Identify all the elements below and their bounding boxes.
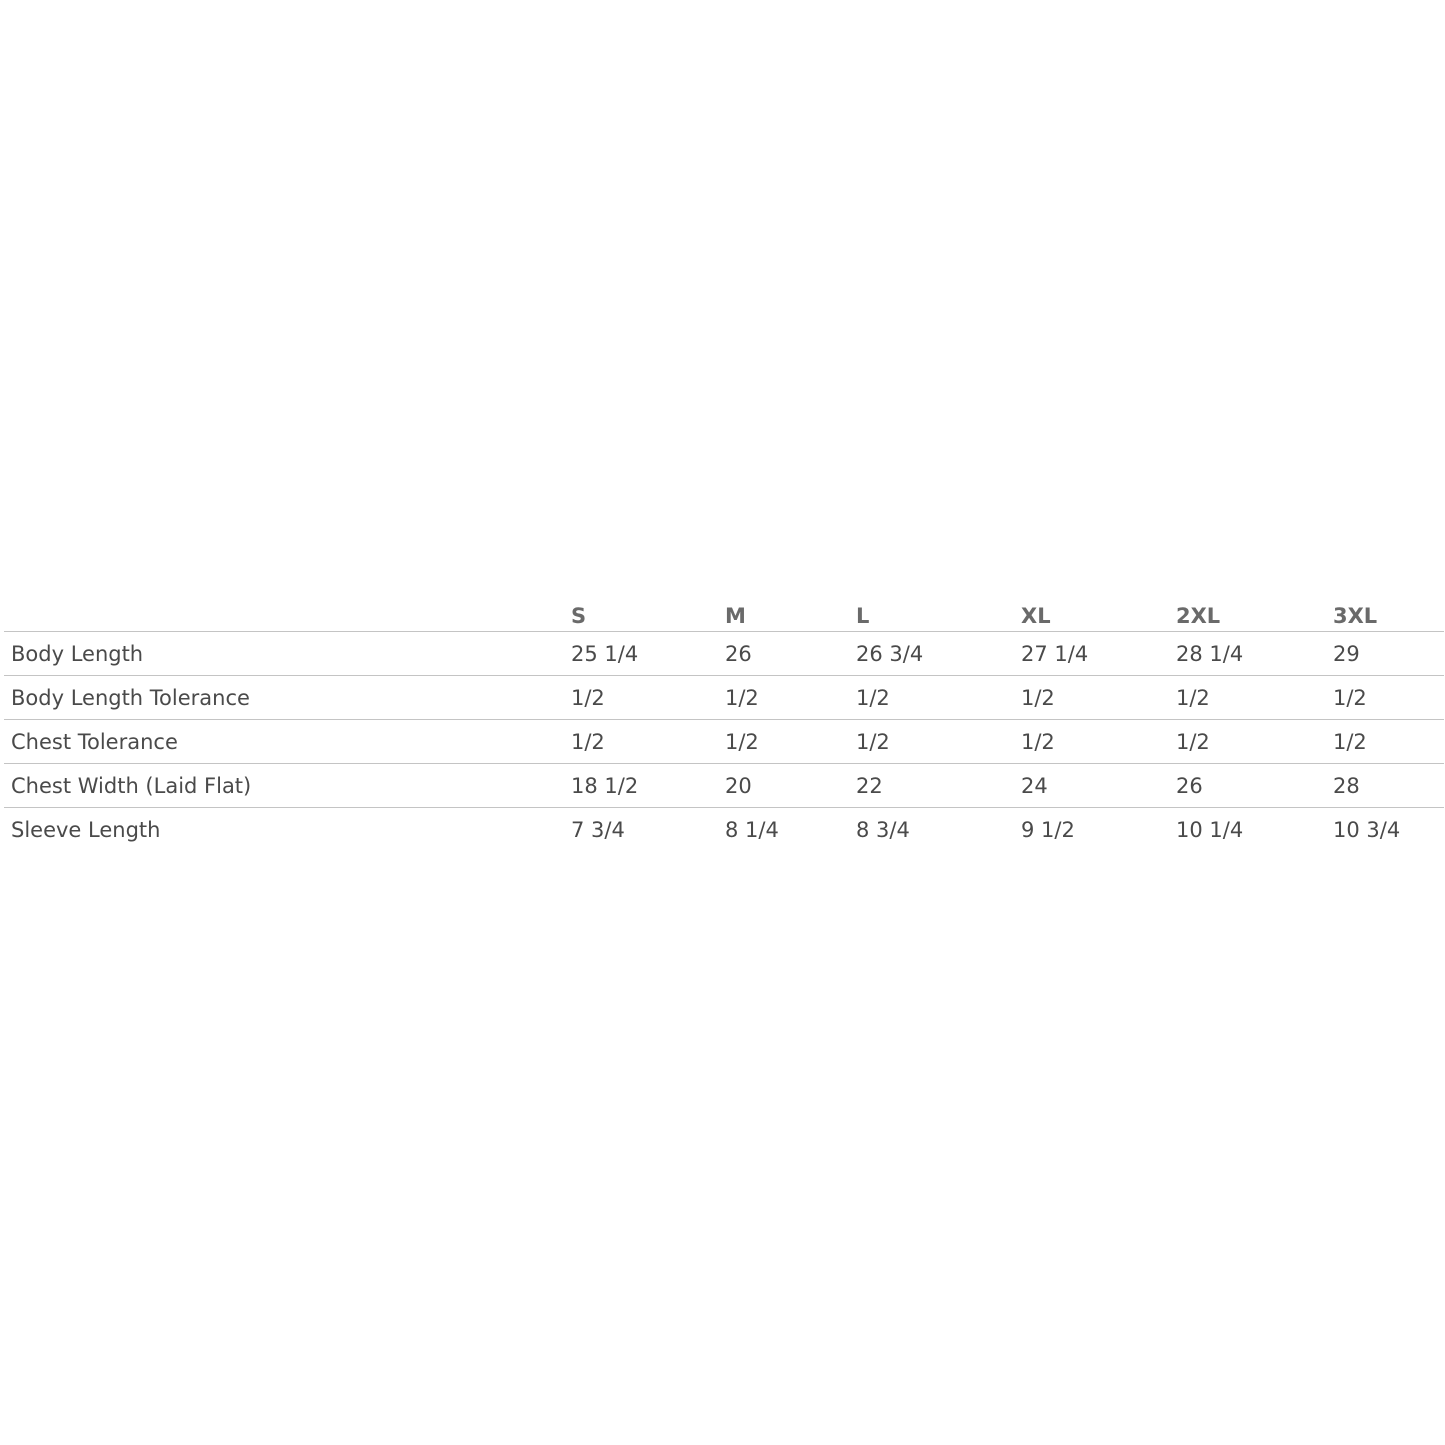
measurement-cell: 22 — [856, 764, 1021, 808]
measurement-cell: 1/2 — [856, 720, 1021, 764]
size-chart-table — [4, 588, 1444, 851]
measurement-cell: 1/2 — [725, 676, 856, 720]
size-chart-body — [4, 632, 1444, 852]
measurement-cell: 10 1/4 — [1176, 817, 1244, 842]
measurement-cell: 8 1/4 — [725, 817, 779, 842]
measurement-cell: 26 — [1176, 764, 1333, 808]
measurement-cell: 26 3/4 — [856, 632, 1021, 676]
measurement-cell: 1/2 — [1021, 720, 1176, 764]
measurement-cell: 1/2 — [1021, 676, 1176, 720]
measurement-cell: 1/2 — [1176, 720, 1333, 764]
measurement-cell: 1/2 — [856, 676, 1021, 720]
row-label: Body Length Tolerance — [4, 676, 571, 720]
measurement-cell: 18 1/2 — [571, 764, 725, 808]
size-header-2xl: 2XL — [1176, 588, 1333, 632]
size-header-xl: XL — [1021, 588, 1176, 632]
measurement-cell: 7 3/4 — [571, 817, 625, 842]
measurement-cell: 9 1/2 — [1021, 817, 1075, 842]
row-label: Body Length — [4, 632, 571, 676]
header-row — [4, 588, 1444, 632]
size-header-s: S — [571, 588, 725, 632]
row-label: Chest Width (Laid Flat) — [4, 764, 571, 808]
measurement-cell: 1/2 — [1176, 676, 1333, 720]
measurement-cell: 8 3/4 — [856, 817, 910, 842]
size-header-m: M — [725, 588, 856, 632]
measurement-cell: 1/2 — [571, 676, 725, 720]
measurement-cell: 1/2 — [1333, 720, 1444, 764]
row-label: Chest Tolerance — [4, 720, 571, 764]
size-header-l: L — [856, 588, 1021, 632]
measurement-cell: 1/2 — [1333, 676, 1444, 720]
measurement-cell: 1/2 — [571, 720, 725, 764]
measurement-cell: 26 — [725, 632, 856, 676]
measurement-cell: 27 1/4 — [1021, 632, 1176, 676]
measurement-cell: 10 3/4 — [1333, 817, 1401, 842]
measurement-cell: 25 1/4 — [571, 632, 725, 676]
measurement-cell: 29 — [1333, 632, 1444, 676]
header-corner — [4, 588, 571, 632]
size-header-3xl: 3XL — [1333, 588, 1444, 632]
table-row — [4, 808, 1444, 852]
measurement-cell: 28 1/4 — [1176, 632, 1333, 676]
measurement-cell: 1/2 — [725, 720, 856, 764]
measurement-cell: 24 — [1021, 764, 1176, 808]
table-row — [4, 764, 1444, 808]
table-row — [4, 632, 1444, 676]
table-row — [4, 676, 1444, 720]
size-chart-header — [4, 588, 1444, 632]
row-label: Sleeve Length — [11, 817, 161, 842]
table-row — [4, 720, 1444, 764]
measurement-cell: 28 — [1333, 764, 1444, 808]
measurement-cell: 20 — [725, 764, 856, 808]
